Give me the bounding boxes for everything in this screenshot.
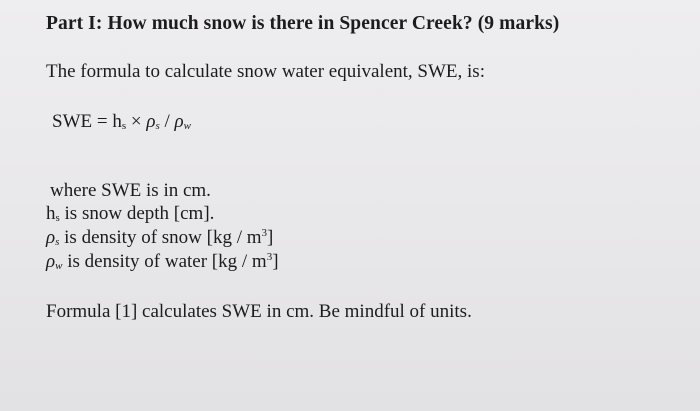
definition-rho-w xyxy=(46,251,279,273)
rho-w-subscript: w xyxy=(55,260,63,272)
units-note: Formula [1] calculates SWE in cm. Be mindful of units. xyxy=(46,301,472,322)
definition-rho-s xyxy=(46,227,273,249)
rho-s-subscript: s xyxy=(55,236,60,248)
intro-text: The formula to calculate snow water equivalent, SWE, is: xyxy=(46,61,485,82)
rho-s-unit-exponent: 3 xyxy=(261,227,268,239)
formula-h-sub: s xyxy=(121,120,127,132)
rho-w-unit-exponent: 3 xyxy=(266,251,273,263)
formula-times: × xyxy=(126,111,147,132)
hs-symbol: h xyxy=(46,203,56,224)
definition-swe: where SWE is in cm. xyxy=(50,180,211,201)
rho-s-description: is density of snow [kg / m xyxy=(59,227,262,248)
rho-s-symbol: ρ xyxy=(46,227,56,248)
formula-h: h xyxy=(112,111,122,132)
hs-subscript: s xyxy=(55,212,60,224)
formula-rho-s: ρ xyxy=(146,111,156,132)
swe-formula xyxy=(52,111,191,133)
formula-lhs: SWE xyxy=(52,111,93,132)
formula-rho-s-sub: s xyxy=(155,120,160,132)
formula-rho-w-sub: w xyxy=(183,120,191,132)
rho-w-bracket: ] xyxy=(272,251,279,272)
section-title: Part I: How much snow is there in Spencer Creek? (9 marks) xyxy=(46,13,560,34)
formula-rho-w: ρ xyxy=(174,111,184,132)
formula-divide: / xyxy=(159,111,175,132)
hs-description: is snow depth [cm]. xyxy=(59,203,215,224)
definition-hs xyxy=(46,203,214,225)
rho-s-bracket: ] xyxy=(267,227,274,248)
formula-equals: = xyxy=(92,111,113,132)
rho-w-symbol: ρ xyxy=(46,251,56,272)
rho-w-description: is density of water [kg / m xyxy=(62,251,267,272)
